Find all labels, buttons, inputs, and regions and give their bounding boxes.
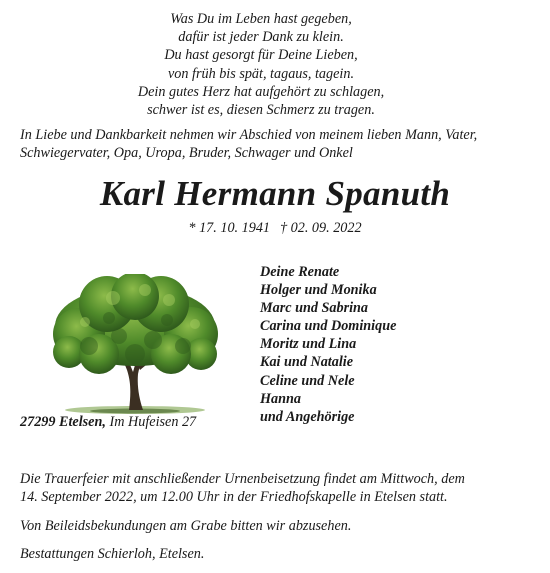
mourner: Deine Renate <box>260 264 340 280</box>
mourner: Moritz und Lina <box>260 336 357 353</box>
poem <box>0 10 522 119</box>
poem-line: Was Du im Leben hast gegeben, <box>170 11 352 27</box>
birth-date: * 17. 10. 1941 <box>188 220 270 236</box>
condolence-note: Von Beileidsbekundungen am Grabe bitten wir abzusehen. <box>20 518 352 534</box>
poem-line: von früh bis spät, tagaus, tagein. <box>167 65 355 82</box>
life-dates <box>0 219 550 237</box>
deceased-name: Karl Hermann Spanuth <box>99 174 451 213</box>
mourner: und Angehörige <box>260 408 355 425</box>
poem-line: schwer ist es, diesen Schmerz zu tragen. <box>147 102 375 119</box>
mourner: Kai und Natalie <box>260 354 354 371</box>
mourners-list <box>260 263 396 426</box>
poem-line: Du hast gesorgt für Deine Lieben, <box>164 47 358 64</box>
death-date: † 02. 09. 2022 <box>280 220 362 236</box>
mourner: Hanna <box>260 390 302 407</box>
funeral-line: Die Trauerfeier mit anschließender Urnenbeisetzung findet am Mittwoch, dem <box>20 471 465 487</box>
undertaker: Bestattungen Schierloh, Etelsen. <box>20 546 205 562</box>
poem-line: Dein gutes Herz hat aufgehört zu schlagen, <box>137 83 385 100</box>
mourner: Carina und Dominique <box>260 318 397 335</box>
poem-line: dafür ist jeder Dank zu klein. <box>178 29 344 46</box>
mourner: Marc und Sabrina <box>260 300 369 317</box>
funeral-line: 14. September 2022, um 12.00 Uhr in der Friedhofskapelle in Etelsen statt. <box>20 489 448 505</box>
address <box>20 413 196 431</box>
intro-text: In Liebe und Dankbarkeit nehmen wir Abschied von meinem lieben Mann, Vater, Schwiegervater, Opa, Uropa, Bruder, Schwager und Onkel <box>20 127 478 161</box>
funeral-notice <box>20 470 535 506</box>
address-city: 27299 Etelsen, <box>20 414 106 430</box>
mourner: Celine und Nele <box>260 372 355 389</box>
mourner: Holger und Monika <box>260 282 377 299</box>
address-street: Im Hufeisen 27 <box>109 414 197 430</box>
tree-icon <box>49 274 221 420</box>
